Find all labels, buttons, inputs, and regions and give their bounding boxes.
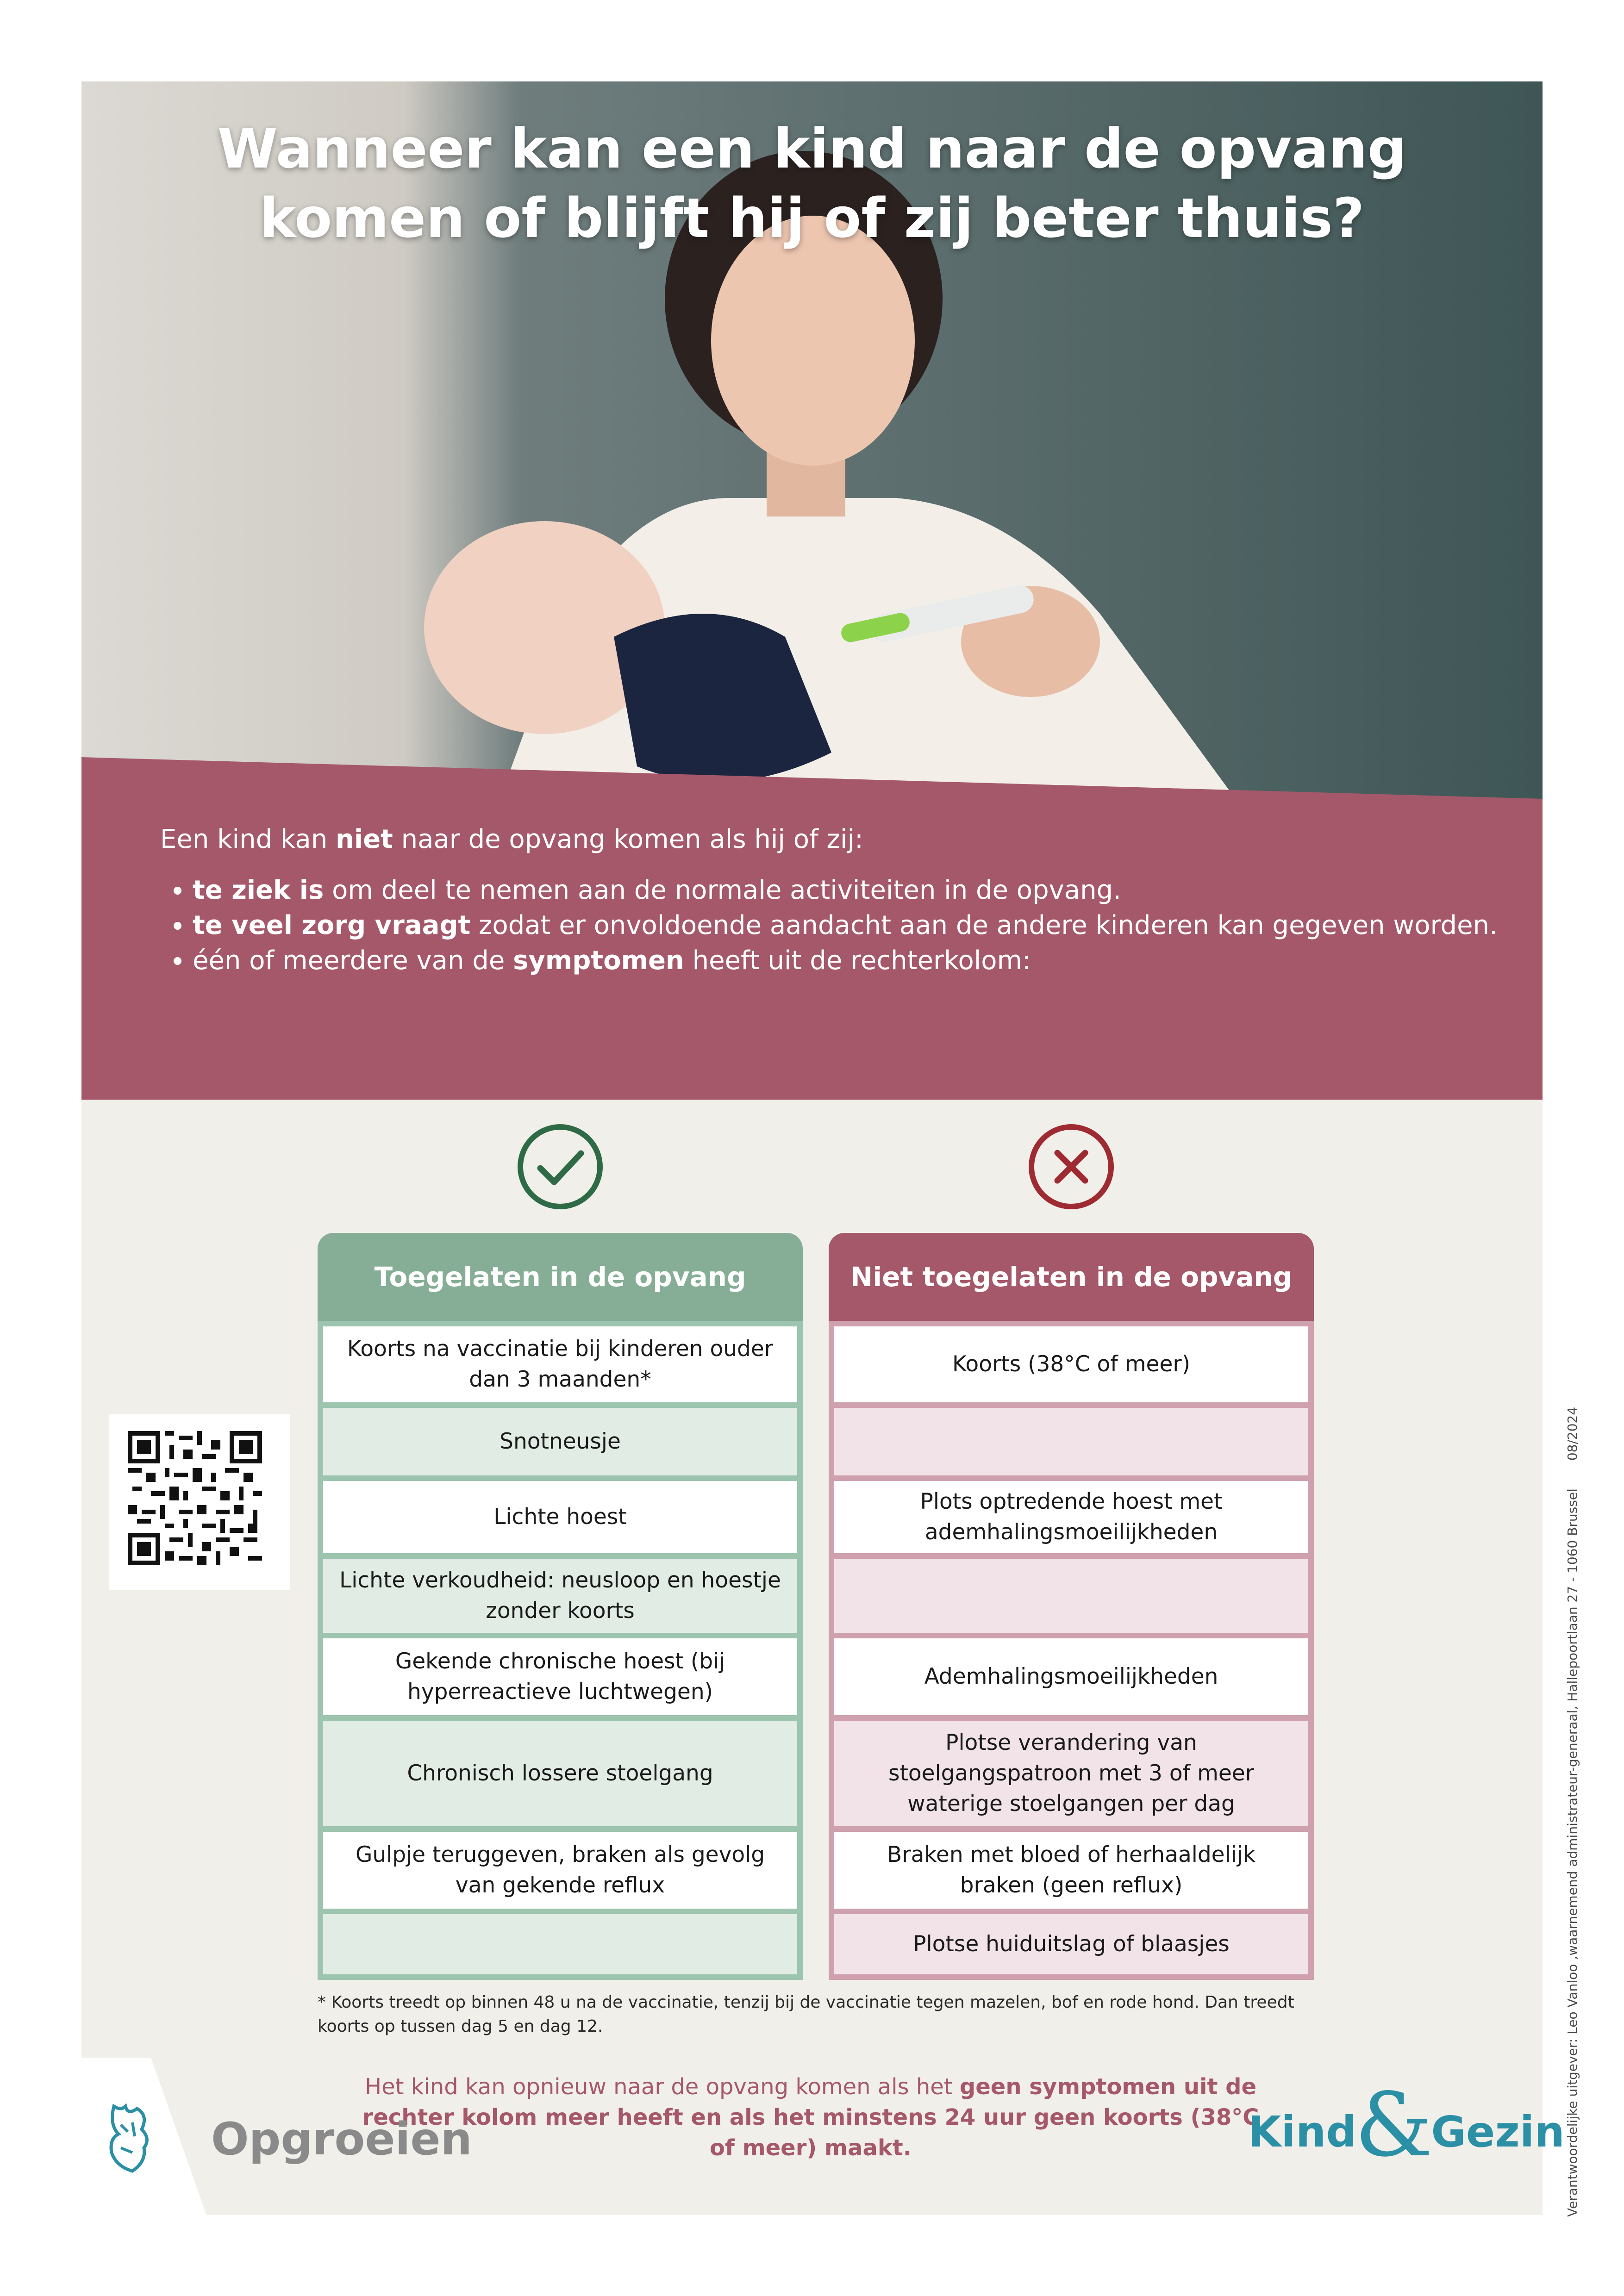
publish-date: 08/2024 [1565,1406,1580,1461]
bullet-item [193,943,1503,978]
not-allowed-header: Niet toegelaten in de opvang [829,1233,1314,1321]
footnote: * Koorts treedt op binnen 48 u na de vaccinatie, tenzij bij de vaccinatie tegen mazelen, bof en rode hond. Dan treedt koorts op tussen dag 5 en dag 12. [318,1993,1294,2036]
bullet-item [193,873,1503,908]
table-row: Koorts (38°C of meer) [834,1326,1308,1402]
allowed-column [318,1123,803,1980]
table-row: Plotse huiduitslag of blaasjes [834,1914,1308,1974]
table-row: Braken met bloed of herhaaldelijk braken (geen reflux) [834,1832,1308,1909]
bullet-bold: te ziek is [193,875,324,905]
publisher-text: Verantwoordelijke uitgever: Leo Vanloo ,waarnemend administrateur-generaal, Hallepoortlaan 27 - 1060 Brussel [1565,1488,1580,2217]
table-row: Plotse verandering van stoelgangspatroon met 3 of meer waterige stoelgangen per dag [834,1721,1308,1826]
not-allowed-column [829,1123,1314,1980]
table-row [834,1408,1308,1475]
closing-text: Het kind kan opnieuw naar de opvang komen als het [364,2074,960,2100]
gezin-text: Gezin [1431,2107,1565,2157]
bullet-text: om deel te nemen aan de normale activiteiten in de opvang. [324,875,1121,905]
kind-en-gezin-logo [1248,2074,1565,2178]
bullet-text: één of meerdere van de [193,946,513,976]
kind-text: Kind [1248,2107,1357,2157]
not-allowed-rows [829,1321,1314,1980]
title-line-1: Wanneer kan een kind naar de opvang [217,117,1407,180]
title-line-2: komen of blijft hij of zij beter thuis? [259,186,1365,250]
table-row: Gekende chronische hoest (bij hyperreactieve luchtwegen) [323,1638,797,1715]
lead-text-end: naar de opvang komen als hij of zij: [393,824,863,854]
allowed-rows [318,1321,803,1980]
bullet-text: zodat er onvoldoende aandacht aan de andere kinderen kan gegeven worden. [470,910,1498,940]
qr-code-card[interactable] [109,1414,290,1590]
table-row: Koorts na vaccinatie bij kinderen ouder dan 3 maanden* [323,1326,797,1402]
poster [81,81,1565,2215]
table-row: Ademhalingsmoeilijkheden [834,1638,1308,1715]
publisher-note [1565,1361,1580,2217]
table-row [834,1559,1308,1633]
lead-text: Een kind kan [160,824,336,854]
table-row: Lichte hoest [323,1481,797,1553]
check-circle-icon [516,1123,604,1211]
qr-code-icon[interactable] [128,1431,262,1565]
closing-message [350,2072,1271,2163]
closing-bold: geen symptomen uit de rechter kolom meer heeft en als het minstens 24 uur geen koorts (38°C of meer) maakt. [362,2074,1259,2161]
table-row: Snotneusje [323,1408,797,1475]
bullet-text: heeft uit de rechterkolom: [684,946,1031,976]
bullet-item [193,908,1503,943]
bullet-bold: te veel zorg vraagt [193,910,471,940]
page-title [81,114,1543,253]
table-row [323,1914,797,1974]
bullet-bold: symptomen [513,946,684,976]
ampersand: & [1355,2074,1433,2176]
lead-bold: niet [336,824,393,854]
table-row: Gulpje teruggeven, braken als gevolg van gekende reflux [323,1832,797,1909]
opgroeien-logo: Opgroeien [211,2113,472,2165]
table-row: Chronisch lossere stoelgang [323,1721,797,1826]
intro-lead [160,822,1503,857]
table-row: Plots optredende hoest met ademhalingsmoeilijkheden [834,1481,1308,1553]
table-row: Lichte verkoudheid: neusloop en hoestje zonder koorts [323,1559,797,1633]
allowed-header: Toegelaten in de opvang [318,1233,803,1321]
cross-circle-icon [1027,1123,1115,1211]
lion-logo-icon [100,2097,156,2176]
intro-text [160,822,1503,978]
intro-bullets [160,873,1503,978]
